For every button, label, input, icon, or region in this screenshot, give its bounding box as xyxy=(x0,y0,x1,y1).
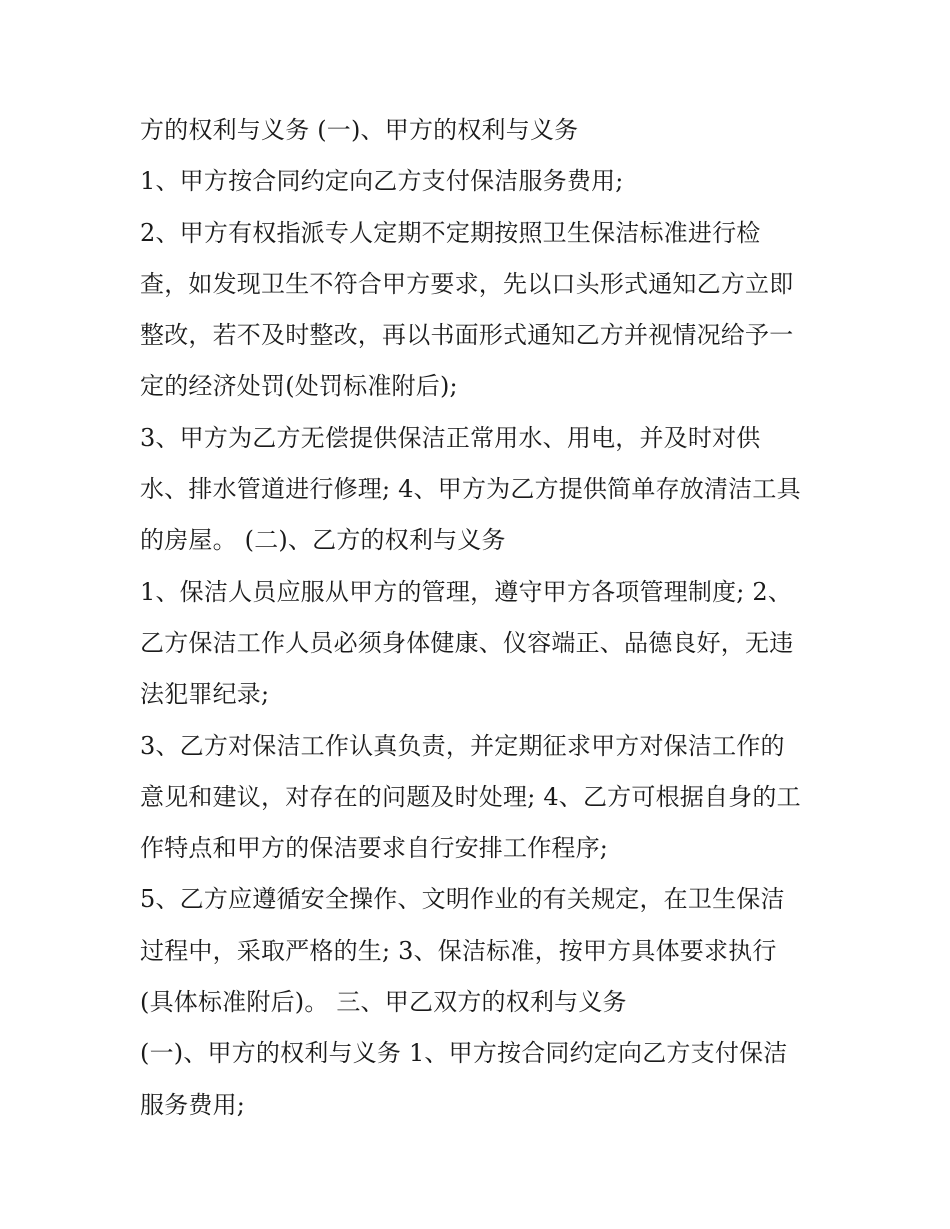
text-line: 3、甲方为乙方无偿提供保洁正常用水、用电，并及时对供 xyxy=(140,423,761,452)
text-line: 水、排水管道进行修理; 4、甲方为乙方提供简单存放清洁工具 xyxy=(140,475,801,504)
text-line: 的房屋。 (二)、乙方的权利与义务 xyxy=(140,526,506,555)
text-line: 作特点和甲方的保洁要求自行安排工作程序; xyxy=(140,834,609,863)
text-line: 乙方保洁工作人员必须身体健康、仪容端正、品德良好，无违 xyxy=(140,628,794,657)
text-line: 3、乙方对保洁工作认真负责，并定期征求甲方对保洁工作的 xyxy=(140,731,785,760)
text-line: 1、保洁人员应服从甲方的管理，遵守甲方各项管理制度; 2、 xyxy=(140,577,793,606)
text-line: 服务费用; xyxy=(140,1090,246,1119)
text-line: 过程中，采取严格的生; 3、保洁标准，按甲方具体要求执行 xyxy=(140,936,777,965)
text-line: 方的权利与义务 (一)、甲方的权利与义务 xyxy=(140,116,579,144)
text-line: (具体标准附后)。 三、甲乙双方的权利与义务 xyxy=(140,988,627,1017)
text-line: 定的经济处罚(处罚标准附后); xyxy=(140,372,458,401)
text-line: (一)、甲方的权利与义务 1、甲方按合同约定向乙方支付保洁 xyxy=(140,1039,788,1068)
text-line: 法犯罪纪录; xyxy=(140,680,270,709)
text-line: 查，如发现卫生不符合甲方要求，先以口头形式通知乙方立即 xyxy=(140,269,794,298)
text-line: 2、甲方有权指派专人定期不定期按照卫生保洁标准进行检 xyxy=(140,218,761,247)
document-body xyxy=(140,111,820,1137)
text-line: 整改，若不及时整改，再以书面形式通知乙方并视情况给予一 xyxy=(140,321,794,350)
text-line: 5、乙方应遵循安全操作、文明作业的有关规定，在卫生保洁 xyxy=(140,885,785,914)
text-line: 1、甲方按合同约定向乙方支付保洁服务费用; xyxy=(140,167,624,196)
text-line: 意见和建议，对存在的问题及时处理; 4、乙方可根据自身的工 xyxy=(140,782,801,811)
